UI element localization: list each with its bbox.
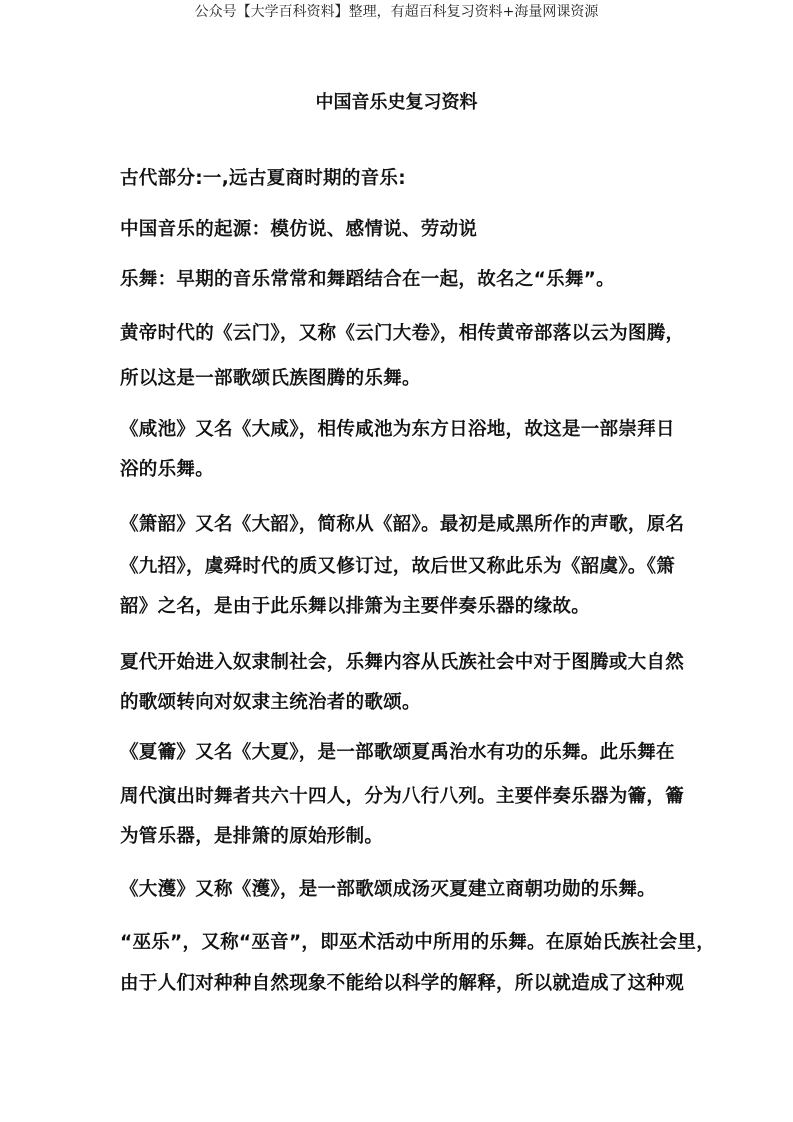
paragraph-line: 中国音乐的起源：模仿说、感情说、劳动说: [120, 219, 478, 240]
paragraph-line: 乐舞：早期的音乐常常和舞蹈结合在一起，故名之“乐舞”。: [120, 269, 615, 290]
paragraph-line: 由于人们对种种自然现象不能给以科学的解释，所以就造成了这种观: [120, 973, 685, 994]
paragraph-line: 《咸池》又名《大咸》，相传咸池为东方日浴地，故这是一部崇拜日: [120, 419, 675, 440]
document-title: 中国音乐史复习资料: [315, 92, 478, 113]
paragraph-line: 浴的乐舞。: [120, 459, 215, 480]
paragraph-line: 为管乐器，是排箫的原始形制。: [120, 826, 384, 847]
paragraph-line: 所以这是一部歌颂氏族图腾的乐舞。: [120, 368, 421, 389]
page-header: 公众号【大学百科资料】整理，有超百科复习资料+海量网课资源: [194, 4, 599, 20]
section-heading: 古代部分:一,远古夏商时期的音乐:: [120, 168, 406, 189]
paragraph-line: 《箫韶》又名《大韶》，简称从《韶》。最初是咸黑所作的声歌，原名: [120, 514, 685, 535]
paragraph-line: 《九招》，虞舜时代的质又修订过，故后世又称此乐为《韶虞》。《箫: [120, 556, 676, 577]
paragraph-line: 周代演出时舞者共六十四人，分为八行八列。主要伴奏乐器为籥，籥: [120, 786, 685, 807]
paragraph-line: 夏代开始进入奴隶制社会，乐舞内容从氏族社会中对于图腾或大自然: [120, 652, 685, 673]
paragraph-line: 黄帝时代的《云门》，又称《云门大卷》，相传黄帝部落以云为图腾，: [120, 323, 685, 344]
paragraph-line: 的歌颂转向对奴隶主统治者的歌颂。: [120, 692, 421, 713]
paragraph-line: 《夏籥》又名《大夏》，是一部歌颂夏禹治水有功的乐舞。此乐舞在: [120, 742, 675, 763]
paragraph-line: “巫乐”，又称“巫音”，即巫术活动中所用的乐舞。在原始氏族社会里，: [120, 932, 716, 953]
paragraph-line: 《大濩》又称《濩》，是一部歌颂成汤灭夏建立商朝功勋的乐舞。: [120, 879, 656, 900]
paragraph-line: 韶》之名，是由于此乐舞以排箫为主要伴奏乐器的缘故。: [120, 596, 591, 617]
